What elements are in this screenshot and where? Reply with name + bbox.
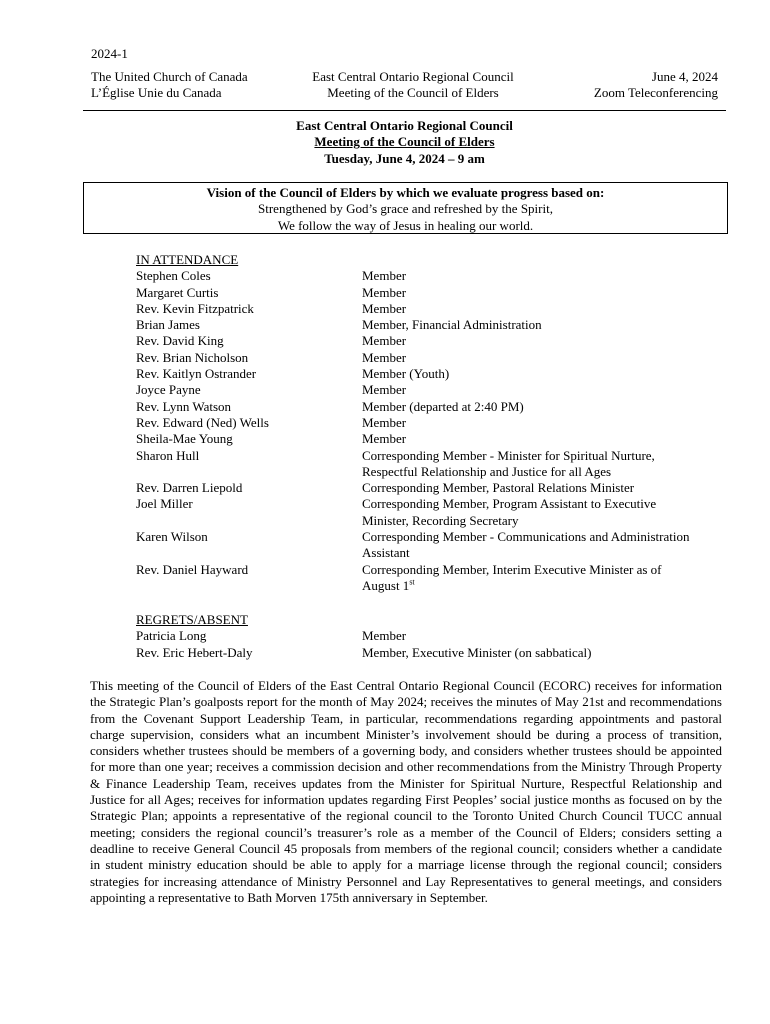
attendee-role-line: Corresponding Member, Program Assistant to Executive — [362, 496, 657, 512]
attendee-name: Stephen Coles — [136, 268, 211, 284]
attendee-role — [362, 480, 722, 496]
vision-statement-box — [83, 182, 728, 234]
attendee-role-line: Corresponding Member, Interim Executive Minister as of — [362, 561, 662, 577]
attendee-role-line: Assistant — [362, 545, 410, 561]
attendee-name: Patricia Long — [136, 628, 207, 644]
attendee-role — [362, 496, 722, 529]
attendee-role — [362, 529, 722, 562]
header-left — [91, 69, 248, 102]
attendee-role-line: Member (Youth) — [362, 366, 450, 382]
page-title — [83, 118, 726, 167]
meeting-date: June 4, 2024 — [651, 69, 718, 84]
attendee-role — [362, 333, 722, 349]
attendee-row — [136, 645, 736, 661]
attendee-row — [136, 562, 736, 595]
attendee-row — [136, 317, 736, 333]
attendee-role — [362, 562, 722, 595]
attendee-role — [362, 415, 722, 431]
attendee-role-line: Corresponding Member, Pastoral Relations Minister — [362, 480, 635, 496]
attendee-role — [362, 301, 722, 317]
vision-line: Strengthened by God’s grace and refreshed by the Spirit, — [258, 201, 553, 217]
attendee-row — [136, 431, 736, 447]
attendee-role-line: Member, Executive Minister (on sabbatical) — [362, 644, 592, 660]
attendee-row — [136, 268, 736, 284]
attendee-role — [362, 285, 722, 301]
attendee-role-line: Member — [362, 628, 407, 644]
attendee-row — [136, 382, 736, 398]
attendee-row — [136, 333, 736, 349]
attendee-name: Rev. Edward (Ned) Wells — [136, 414, 269, 430]
attendee-role-line: Corresponding Member - Communications and Administration — [362, 529, 690, 545]
attendee-role-line: Member — [362, 414, 407, 430]
vision-heading: Vision of the Council of Elders by which we evaluate progress based on: — [206, 185, 605, 200]
attendee-role-line: Member — [362, 300, 407, 316]
header-center — [240, 69, 586, 102]
attendee-name: Rev. Darren Liepold — [136, 480, 243, 496]
attendee-row — [136, 628, 736, 644]
attendee-name: Rev. Kevin Fitzpatrick — [136, 300, 254, 316]
church-name-fr: L’Église Unie du Canada — [91, 85, 222, 101]
attendee-role-line: Member — [362, 268, 407, 284]
header-divider — [83, 110, 726, 111]
attendee-role — [362, 399, 722, 415]
attendee-name: Joel Miller — [136, 496, 193, 512]
title-council: East Central Ontario Regional Council — [296, 118, 513, 133]
attendee-name: Rev. Kaitlyn Ostrander — [136, 366, 257, 382]
attendee-name: Joyce Payne — [136, 382, 201, 398]
attendee-role — [362, 350, 722, 366]
attendee-row — [136, 480, 736, 496]
council-name: East Central Ontario Regional Council — [312, 69, 514, 84]
attendee-role — [362, 382, 722, 398]
attendee-name: Brian James — [136, 317, 200, 333]
church-name-en: The United Church of Canada — [91, 69, 248, 84]
attendee-role-line: Member — [362, 349, 407, 365]
header-right — [594, 69, 718, 102]
attendee-row — [136, 415, 736, 431]
attendee-name: Rev. David King — [136, 333, 224, 349]
attendee-role-line: Member (departed at 2:40 PM) — [362, 398, 524, 414]
attendance-list — [136, 268, 736, 594]
attendee-row — [136, 366, 736, 382]
attendee-role — [362, 645, 722, 661]
meeting-location: Zoom Teleconferencing — [593, 85, 718, 101]
attendee-name: Rev. Eric Hebert-Daly — [136, 644, 253, 660]
attendee-role-line: August 1st — [362, 577, 415, 593]
attendee-role — [362, 317, 722, 333]
regrets-section — [136, 612, 736, 661]
attendee-row — [136, 448, 736, 481]
attendee-role — [362, 628, 722, 644]
attendee-role-line: Member — [362, 431, 407, 447]
meeting-name: Meeting of the Council of Elders — [327, 85, 499, 101]
vision-line: We follow the way of Jesus in healing our world. — [277, 217, 534, 233]
attendee-row — [136, 285, 736, 301]
attendee-row — [136, 301, 736, 317]
attendee-row — [136, 496, 736, 529]
attendee-name: Rev. Lynn Watson — [136, 398, 232, 414]
attendee-role-line: Respectful Relationship and Justice for all Ages — [362, 463, 612, 479]
attendee-name: Margaret Curtis — [136, 284, 219, 300]
attendee-name: Rev. Daniel Hayward — [136, 561, 249, 577]
attendee-role — [362, 431, 722, 447]
attendee-name: Sharon Hull — [136, 447, 200, 463]
attendee-role-line: Member — [362, 284, 407, 300]
meeting-summary: This meeting of the Council of Elders of the East Central Ontario Regional Council (ECORC) receives for information the Strategic Plan’s goalposts report for the month of May 2024; receives the minutes of May 21st and recommendations from the Covenant Support Leadership Team, in particular, recommendations regarding appointments and pastoral charge supervision, considers what an incumbent Minister’s involvement should be during a process of transition, considers whether trustees should be members of a governing body, and considers whether trustees should be appointed for more than one year; receives a commission decision and other recommendations from the Ministry Through Property & Finance Leadership Team, receives updates from the Minister for Spiritual Nurture, Respectful Relationship and Justice for all Ages; receives for information updates regarding First Peoples’ social justice months as focused on by the Strategic Plan; appoints a representative of the regional council to the Toronto United Church Council TUCC annual meeting; considers the regional council’s treasurer’s role as a member of the Council of Elders; considers setting a deadline to receive General Council 45 proposals from members of the regional council; considers whether a candidate in student ministry education should be able to apply for a marriage license through the regional council; considers strategies for increasing attendance of Ministry Personnel and Lay Representatives to general meetings, and considers appointing a representative to Bath Morven 175th anniversary in September. — [90, 678, 722, 905]
attendance-heading: IN ATTENDANCE — [136, 252, 239, 267]
attendee-role — [362, 366, 722, 382]
attendee-role — [362, 448, 722, 481]
document-id: 2024-1 — [91, 46, 128, 61]
ordinal-suffix: st — [409, 577, 415, 587]
attendee-role-line: Member — [362, 333, 407, 349]
attendee-role-line: Member, Financial Administration — [362, 317, 542, 333]
title-meeting: Meeting of the Council of Elders — [314, 134, 495, 150]
attendee-role-line: Minister, Recording Secretary — [362, 512, 519, 528]
regrets-list — [136, 628, 736, 661]
attendee-role-line: Corresponding Member - Minister for Spiritual Nurture, — [362, 447, 655, 463]
attendee-role — [362, 268, 722, 284]
regrets-heading: REGRETS/ABSENT — [136, 612, 248, 627]
attendee-name: Karen Wilson — [136, 529, 208, 545]
attendee-name: Sheila-Mae Young — [136, 431, 233, 447]
attendee-row — [136, 350, 736, 366]
attendance-section — [136, 252, 736, 594]
attendee-name: Rev. Brian Nicholson — [136, 349, 249, 365]
attendee-row — [136, 399, 736, 415]
attendee-role-line: Member — [362, 382, 407, 398]
title-date: Tuesday, June 4, 2024 – 9 am — [324, 150, 485, 166]
attendee-row — [136, 529, 736, 562]
